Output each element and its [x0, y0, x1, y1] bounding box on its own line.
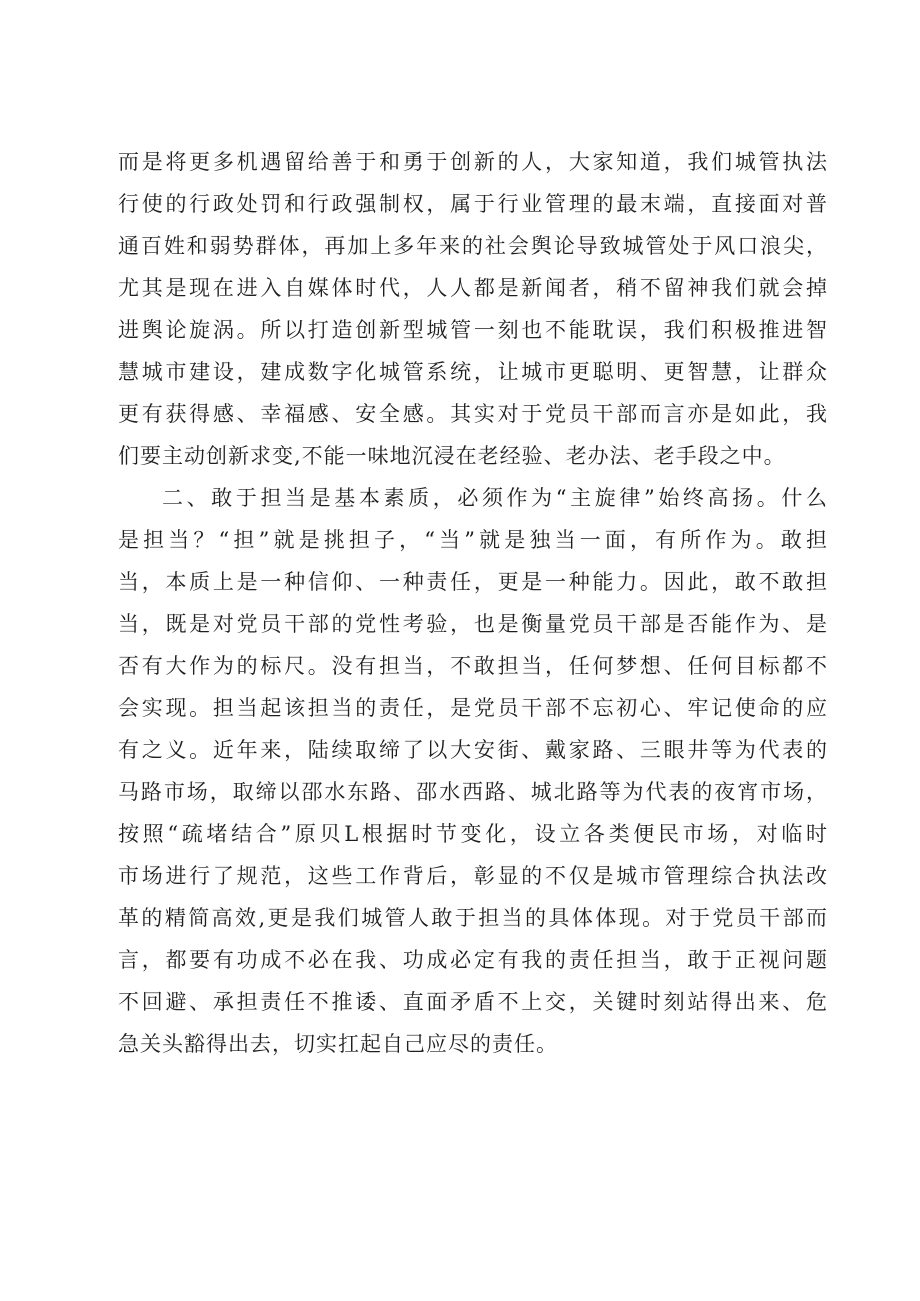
paragraph-2-line: 市场进行了规范，这些工作背后，彰显的不仅是城市管理综合执法改: [118, 864, 828, 888]
paragraph-1: [118, 141, 828, 477]
paragraph-2-line: 二、敢于担当是基本素质，必须作为“主旋律”始终高扬。什么: [162, 486, 828, 510]
paragraph-2-line: 急关头豁得出去，切实扛起自己应尽的责任。: [118, 1032, 558, 1056]
paragraph-1-line: 尤其是现在进入自媒体时代，人人都是新闻者，稍不留神我们就会掉: [118, 276, 828, 300]
paragraph-1-line: 行使的行政处罚和行政强制权，属于行业管理的最末端，直接面对普: [118, 192, 828, 216]
paragraph-2-line: 当，本质上是一种信仰、一种责任，更是一种能力。因此，敢不敢担: [118, 570, 828, 594]
paragraph-2-line: 不回避、承担责任不推诿、直面矛盾不上交，关键时刻站得出来、危: [118, 990, 828, 1014]
paragraph-2-line: 马路市场，取缔以邵水东路、邵水西路、城北路等为代表的夜宵市场，: [118, 780, 828, 804]
paragraph-1-line: 而是将更多机遇留给善于和勇于创新的人，大家知道，我们城管执法: [118, 150, 828, 174]
paragraph-2-line: 按照“疏堵结合”原贝L根据时节变化，设立各类便民市场，对临时: [118, 822, 828, 846]
paragraph-2-line: 当，既是对党员干部的党性考验，也是衡量党员干部是否能作为、是: [118, 612, 828, 636]
paragraph-1-line: 通百姓和弱势群体，再加上多年来的社会舆论导致城管处于风口浪尖，: [118, 234, 828, 258]
paragraph-2-line: 是担当？“担”就是挑担子，“当”就是独当一面，有所作为。敢担: [118, 528, 828, 552]
paragraph-2: [118, 477, 828, 1065]
paragraph-1-line: 们要主动创新求变,不能一味地沉浸在老经验、老办法、老手段之中。: [118, 444, 786, 468]
paragraph-1-line: 慧城市建设，建成数字化城管系统，让城市更聪明、更智慧，让群众: [118, 360, 828, 384]
paragraph-2-line: 革的精简高效,更是我们城管人敢于担当的具体体现。对于党员干部而: [118, 906, 828, 930]
paragraph-2-line: 否有大作为的标尺。没有担当，不敢担当，任何梦想、任何目标都不: [118, 654, 828, 678]
paragraph-2-line: 有之义。近年来，陆续取缔了以大安街、戴家路、三眼井等为代表的: [118, 738, 828, 762]
paragraph-1-line: 进舆论旋涡。所以打造创新型城管一刻也不能耽误，我们积极推进智: [118, 318, 828, 342]
paragraph-1-line: 更有获得感、幸福感、安全感。其实对于党员干部而言亦是如此，我: [118, 402, 828, 426]
paragraph-2-line: 会实现。担当起该担当的责任，是党员干部不忘初心、牢记使命的应: [118, 696, 828, 720]
paragraph-2-line: 言，都要有功成不必在我、功成必定有我的责任担当，敢于正视问题: [118, 948, 828, 972]
